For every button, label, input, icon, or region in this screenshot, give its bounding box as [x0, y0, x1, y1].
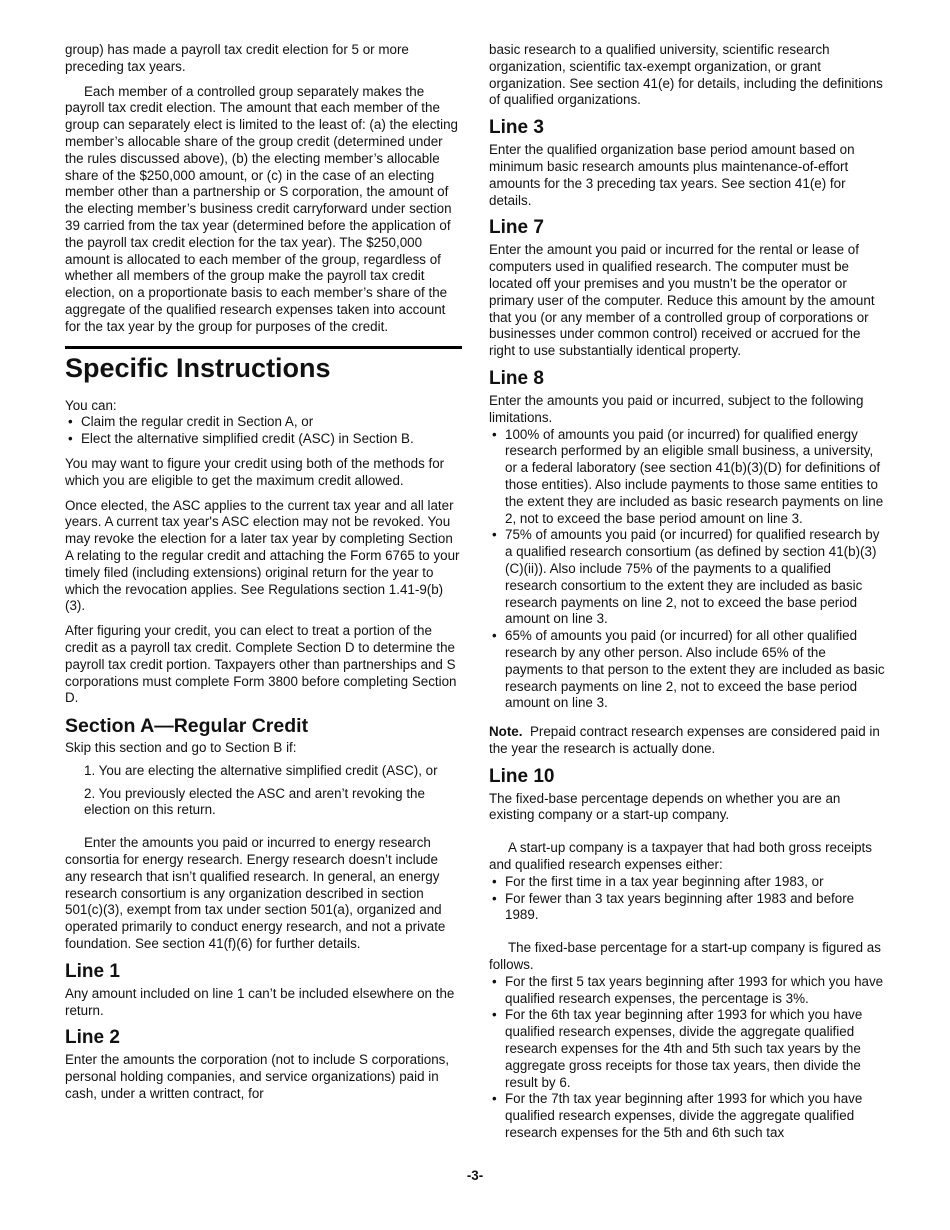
line-2-text: Enter the amounts the corporation (not to include S corporations, personal holding companies, and service organizations) paid in cash, under a written contract, for — [65, 1052, 450, 1102]
bullet-icon: • — [492, 426, 497, 442]
bullet-icon: • — [492, 527, 497, 543]
list-item: • 100% of amounts you paid (or incurred) for qualified energy research performed by an eligible small business, a university, or a federal laboratory (see section 41(b)(3)(D) for definitions of those entities). Also include payments to those same entities to the extent they are included as basic research payments on line 2, not to exceed the base period amount on line 3. — [492, 426, 884, 526]
bullet-icon: • — [492, 973, 497, 989]
list-item: • For the 6th tax year beginning after 1993 for which you have qualified research expenses, divide the aggregate qualified research expenses for the 4th and 5th such tax years by the aggregate gross receipts for those tax years, then divide the result by 6. — [492, 1007, 863, 1090]
note-paragraph — [489, 724, 886, 758]
you-can-list — [65, 414, 462, 448]
startup-intro: A start-up company is a taxpayer that had both gross receipts and qualified research expenses either: — [489, 840, 872, 873]
line-8-list — [489, 427, 886, 713]
note-label: Note. — [489, 724, 523, 740]
left-column — [65, 42, 462, 1111]
list-item: • For fewer than 3 tax years beginning after 1983 and before 1989. — [492, 890, 855, 923]
list-item: • For the 7th tax year beginning after 1993 for which you have qualified research expenses, divide the aggregate qualified research expenses for the 5th and 6th such tax — [492, 1091, 863, 1141]
line-8-intro: Enter the amounts you paid or incurred, subject to the following limitations. — [489, 392, 864, 425]
line-10-text: The fixed-base percentage depends on whether you are an existing company or a start-up company. — [489, 790, 841, 823]
line-1-text: Any amount included on line 1 can’t be included elsewhere on the return. — [65, 985, 455, 1018]
list-item: • 75% of amounts you paid (or incurred) for qualified research by a qualified research consortium (as defined by section 41(b)(3)(C)(ii)). Also include 75% of the payments to a qualified research consortium to the extent they are included as basic research payments on line 2, not to exceed the base period amount on line 3. — [492, 527, 880, 627]
line-10-heading: Line 10 — [489, 765, 555, 787]
paragraph-payroll-credit: After figuring your credit, you can elect to treat a portion of the credit as a payroll tax credit. Complete Section D to determine the payroll tax credit portion. Taxpayers other than partnerships and S corporations must complete Form 3800 before completing Section D. — [65, 623, 457, 706]
specific-instructions-heading: Specific Instructions — [65, 346, 462, 384]
line-8-heading: Line 8 — [489, 367, 544, 389]
list-item: • 65% of amounts you paid (or incurred) for all other qualified research by any other person. Also include 65% of the payments to that person to the extent they are included as basic research payments on line 2, not to exceed the base period amount on line 3. — [492, 628, 885, 711]
line-3-heading: Line 3 — [489, 117, 544, 139]
line-7-heading: Line 7 — [489, 217, 544, 239]
paragraph-basic-research: basic research to a qualified university, scientific research organization, scientific tax-exempt organization, or grant organization. See section 41(e) for details, including the definitions of qualified organizations. — [489, 42, 883, 108]
section-a-heading: Section A—Regular Credit — [65, 715, 309, 738]
fixed-base-intro: The fixed-base percentage for a start-up company is figured as follows. — [489, 940, 881, 973]
fixed-base-list — [489, 974, 886, 1142]
paragraph-energy-research: Enter the amounts you paid or incurred to energy research consortia for energy research. Energy research doesn’t include any research that isn’t qualified research. In general, an energy research consortium is any organization described in section 501(c)(3), exempt from tax under section 501(a), organized and operated primarily to conduct energy research, and not a private foundation. See section 41(f)(6) for further details. — [65, 835, 446, 952]
skip-condition-1: 1. You are electing the alternative simplified credit (ASC), or — [84, 762, 438, 778]
paragraph-controlled-group: Each member of a controlled group separately makes the payroll tax credit election. The amount that each member of the group can separately elect is limited to the least of: (a) the electing member’s allocable share of the group credit (determined under the rules discussed above), (b) the electing member’s allocable share of the $250,000 amount, or (c) in the case of an electing member other than a partnership or S corporation, the amount of the electing member’s business credit carryforward under section 39 carried from the tax year (determined before the application of the payroll tax credit election for the tax year). The $250,000 amount is allocated to each member of the group, regardless of whether all members of the group make the payroll tax credit election, on a proportionate basis to each member’s share of the aggregate of the qualified research expenses taken into account for the tax year by the group for purposes of the credit. — [65, 83, 459, 334]
skip-condition-2: 2. You previously elected the ASC and aren’t revoking the election on this return. — [84, 785, 425, 818]
page-number: -3- — [466, 1168, 484, 1183]
paragraph-continuation: group) has made a payroll tax credit election for 5 or more preceding tax years. — [65, 42, 409, 74]
bullet-icon: • — [492, 1091, 497, 1107]
startup-list — [489, 874, 886, 924]
line-7-text: Enter the amount you paid or incurred for the rental or lease of computers used in qualified research. The computer must be located off your premises and you mustn’t be the operator or primary user of the computer. Reduce this amount by the amount that you (or any member of a controlled group of corporations or businesses under common control) received or accrued for the right to use substantially identical property. — [489, 242, 875, 359]
bullet-icon: • — [68, 414, 73, 430]
list-item: • For the first time in a tax year beginning after 1983, or — [492, 873, 824, 889]
bullet-icon: • — [68, 431, 73, 447]
bullet-icon: • — [492, 1007, 497, 1023]
list-item: • For the first 5 tax years beginning after 1993 for which you have qualified research expenses, the percentage is 3%. — [492, 973, 884, 1006]
paragraph-asc-election: Once elected, the ASC applies to the current tax year and all later years. A current tax year's ASC election may not be revoked. You may revoke the election for a later tax year by completing Section A relating to the regular credit and attaching the Form 6765 to your timely filed (including extensions) original return for the year to which the revocation applies. See Regulations section 1.41-9(b)(3). — [65, 497, 460, 614]
bullet-icon: • — [492, 628, 497, 644]
right-column — [489, 42, 886, 1142]
note-text: Prepaid contract research expenses are considered paid in the year the research is actually done. — [489, 724, 880, 756]
line-3-text: Enter the qualified organization base period amount based on minimum basic research amounts plus maintenance-of-effort amounts for the 3 preceding tax years. See section 41(e) for details. — [489, 142, 855, 208]
bullet-icon: • — [492, 873, 497, 889]
skip-instructions: Skip this section and go to Section B if: — [65, 740, 297, 756]
bullet-icon: • — [492, 890, 497, 906]
line-1-heading: Line 1 — [65, 960, 120, 982]
list-item: • Claim the regular credit in Section A, or — [68, 414, 314, 430]
list-item: • Elect the alternative simplified credit (ASC) in Section B. — [68, 431, 414, 447]
line-2-heading: Line 2 — [65, 1027, 120, 1049]
paragraph-figure-credit: You may want to figure your credit using both of the methods for which you are eligible to get the maximum credit allowed. — [65, 455, 445, 488]
you-can-label: You can: — [65, 397, 117, 413]
